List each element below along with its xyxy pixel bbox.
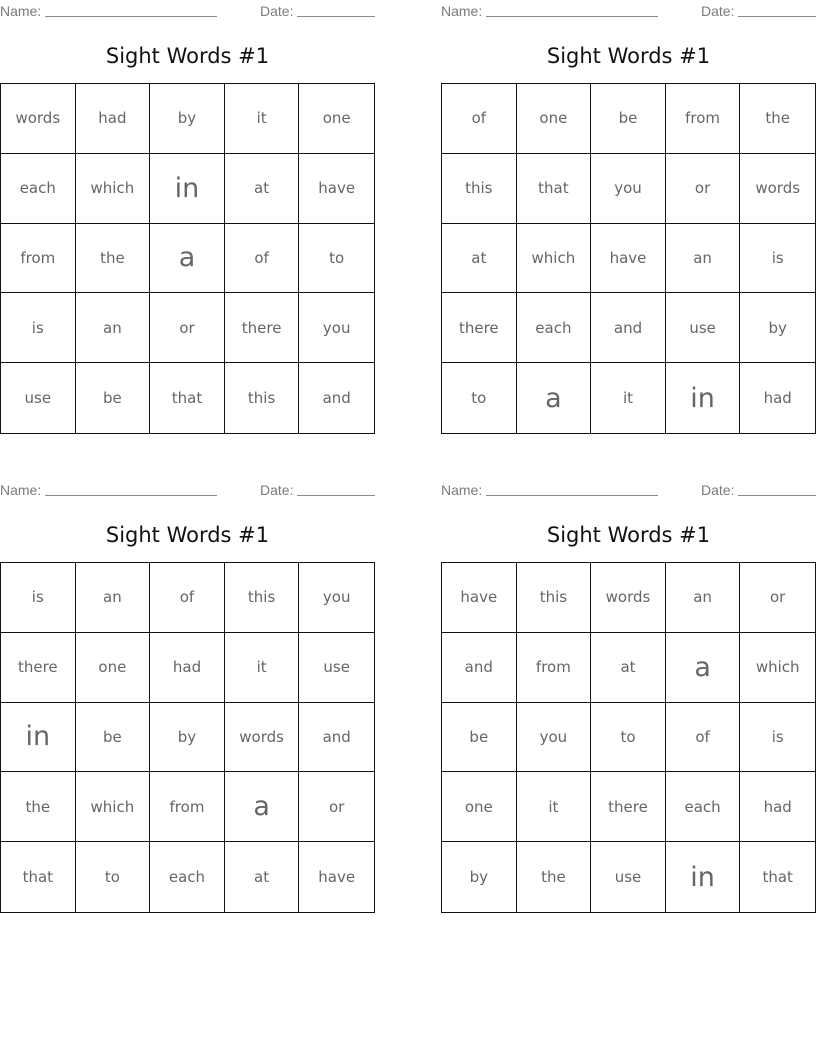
- word-cell: be: [76, 363, 151, 433]
- word-cell: had: [740, 772, 815, 842]
- name-line: [486, 16, 658, 17]
- word-cell: words: [591, 563, 666, 633]
- name-line: [45, 16, 217, 17]
- word-cell: have: [591, 224, 666, 294]
- date-line: [297, 495, 375, 496]
- word-cell: there: [1, 633, 76, 703]
- word-cell: a: [517, 363, 592, 433]
- word-cell: by: [442, 842, 517, 912]
- word-cell: one: [299, 84, 374, 154]
- word-cell: by: [740, 293, 815, 363]
- word-cell: and: [299, 703, 374, 773]
- name-label: Name:: [441, 3, 483, 19]
- word-cell: use: [1, 363, 76, 433]
- word-cell: or: [666, 154, 741, 224]
- word-cell: from: [517, 633, 592, 703]
- word-cell: words: [740, 154, 815, 224]
- word-cell: of: [150, 563, 225, 633]
- word-cell: that: [762, 868, 793, 887]
- date-line: [738, 495, 816, 496]
- word-grid: [0, 83, 375, 434]
- word-cell: which: [76, 772, 151, 842]
- name-label: Name:: [0, 482, 42, 498]
- word-cell: is: [1, 563, 76, 633]
- card-title: Sight Words #1: [105, 523, 270, 547]
- word-cell: you: [591, 154, 666, 224]
- word-cell: in: [150, 154, 225, 224]
- word-cell: the: [517, 842, 592, 912]
- word-cell: or: [740, 563, 815, 633]
- word-cell: to: [591, 703, 666, 773]
- word-cell: this: [225, 363, 300, 433]
- word-cell: by: [150, 84, 225, 154]
- word-cell: have: [299, 154, 374, 224]
- word-cell: a: [225, 772, 300, 842]
- word-cell: the: [76, 224, 151, 294]
- word-cell: there: [225, 293, 300, 363]
- word-cell: each: [517, 293, 592, 363]
- word-cell: you: [517, 703, 592, 773]
- bingo-card-1: [0, 0, 375, 435]
- word-cell: a: [666, 633, 741, 703]
- word-cell: that: [1, 842, 76, 912]
- word-cell: it: [591, 363, 666, 433]
- word-cell: and: [442, 633, 517, 703]
- word-cell: one: [442, 772, 517, 842]
- word-cell: be: [76, 703, 151, 773]
- word-cell: use: [666, 293, 741, 363]
- word-cell: or: [299, 772, 374, 842]
- bingo-card-2: [441, 0, 816, 435]
- word-grid: [441, 83, 816, 434]
- word-cell: which: [740, 633, 815, 703]
- word-cell: an: [666, 224, 741, 294]
- word-cell: from: [666, 84, 741, 154]
- word-cell: the: [1, 772, 76, 842]
- word-cell: in: [666, 363, 741, 433]
- card-header: [0, 0, 375, 22]
- card-header: [0, 479, 375, 501]
- name-line: [45, 495, 217, 496]
- word-cell: in: [1, 703, 76, 773]
- card-title: Sight Words #1: [546, 44, 711, 68]
- word-cell: from: [1, 224, 76, 294]
- word-cell: there: [442, 293, 517, 363]
- date-line: [738, 16, 816, 17]
- word-cell: is: [1, 293, 76, 363]
- word-cell: at: [591, 633, 666, 703]
- word-cell: each: [666, 772, 741, 842]
- word-cell: one: [76, 633, 151, 703]
- bingo-card-3: [0, 479, 375, 914]
- card-header: [441, 0, 816, 22]
- word-cell: an: [76, 293, 151, 363]
- word-cell: or: [150, 293, 225, 363]
- word-cell: to: [442, 363, 517, 433]
- word-cell: of: [666, 703, 741, 773]
- word-cell: you: [299, 293, 374, 363]
- word-grid: [441, 562, 816, 913]
- word-cell: this: [225, 563, 300, 633]
- word-cell: had: [763, 389, 792, 408]
- bingo-card-4: [441, 479, 816, 914]
- date-label: Date:: [260, 3, 294, 19]
- card-header: [441, 479, 816, 501]
- date-line: [297, 16, 375, 17]
- word-cell: words: [1, 84, 76, 154]
- word-cell: at: [225, 842, 300, 912]
- word-cell: it: [225, 633, 300, 703]
- word-cell: a: [150, 224, 225, 294]
- word-cell: is: [740, 703, 815, 773]
- word-cell: of: [225, 224, 300, 294]
- name-label: Name:: [441, 482, 483, 498]
- card-title: Sight Words #1: [546, 523, 711, 547]
- word-cell: it: [517, 772, 592, 842]
- date-label: Date:: [260, 482, 294, 498]
- word-cell: had: [150, 633, 225, 703]
- word-cell: use: [299, 633, 374, 703]
- word-cell: have: [442, 563, 517, 633]
- word-cell: by: [150, 703, 225, 773]
- word-cell: that: [150, 363, 225, 433]
- word-cell: this: [442, 154, 517, 224]
- word-cell: each: [1, 154, 76, 224]
- name-label: Name:: [0, 3, 42, 19]
- name-line: [486, 495, 658, 496]
- word-cell: each: [150, 842, 225, 912]
- word-cell: and: [322, 389, 351, 408]
- word-cell: at: [442, 224, 517, 294]
- date-label: Date:: [701, 482, 735, 498]
- word-cell: the: [740, 84, 815, 154]
- word-cell: to: [299, 224, 374, 294]
- word-grid: [0, 562, 375, 913]
- word-cell: from: [150, 772, 225, 842]
- word-cell: you: [299, 563, 374, 633]
- word-cell: at: [225, 154, 300, 224]
- word-cell: of: [442, 84, 517, 154]
- word-cell: there: [591, 772, 666, 842]
- date-label: Date:: [701, 3, 735, 19]
- word-cell: be: [591, 84, 666, 154]
- word-cell: an: [666, 563, 741, 633]
- word-cell: an: [76, 563, 151, 633]
- word-cell: this: [517, 563, 592, 633]
- word-cell: which: [76, 154, 151, 224]
- word-cell: words: [225, 703, 300, 773]
- word-cell: use: [591, 842, 666, 912]
- word-cell: that: [517, 154, 592, 224]
- word-cell: have: [318, 868, 356, 887]
- card-title: Sight Words #1: [105, 44, 270, 68]
- word-cell: in: [666, 842, 741, 912]
- word-cell: had: [76, 84, 151, 154]
- word-cell: is: [740, 224, 815, 294]
- word-cell: one: [517, 84, 592, 154]
- word-cell: to: [76, 842, 151, 912]
- word-cell: and: [591, 293, 666, 363]
- word-cell: it: [225, 84, 300, 154]
- word-cell: which: [517, 224, 592, 294]
- word-cell: be: [442, 703, 517, 773]
